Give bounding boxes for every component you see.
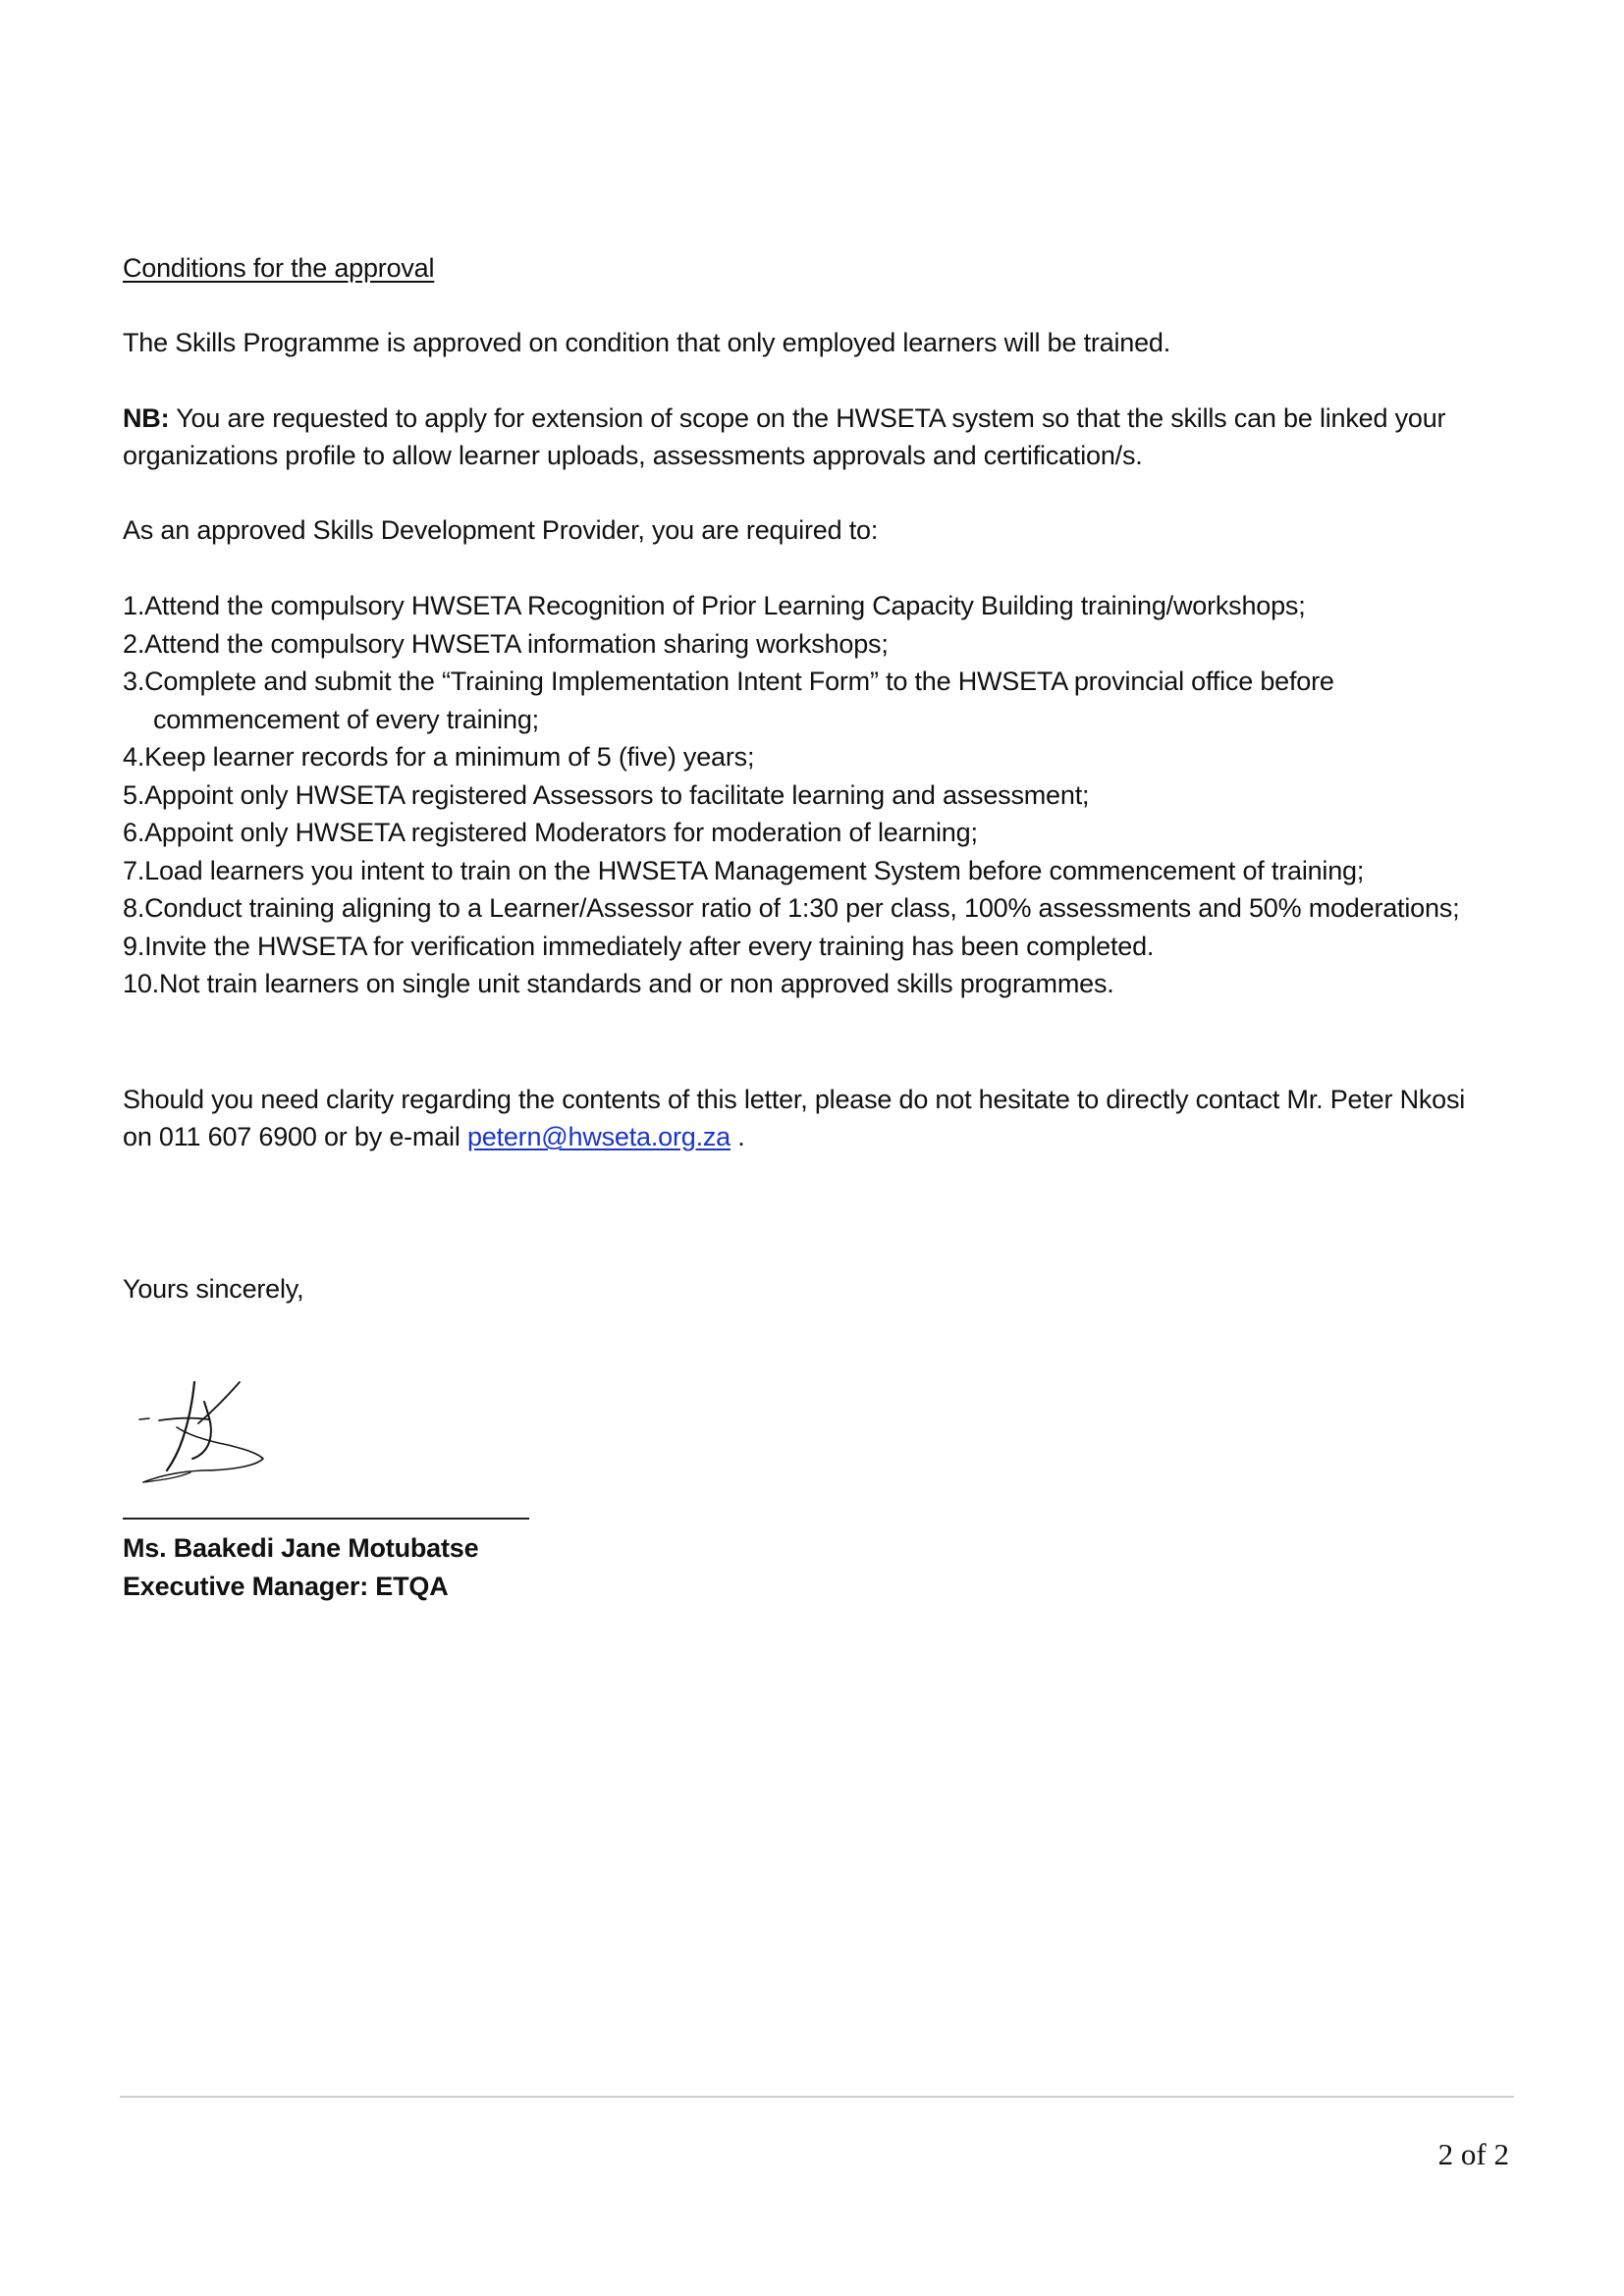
- page-number: 2 of 2: [1437, 2137, 1509, 2171]
- footer-divider: [120, 2096, 1514, 2098]
- contact-line-1: Should you need clarity regarding the contents of this letter, please do not hesitate to directly contact Mr. Peter Nkosi: [123, 1085, 1466, 1114]
- requirement-item-continuation: commencement of every training;: [153, 704, 539, 734]
- signatory-name: Ms. Baakedi Jane Motubatse: [123, 1533, 479, 1563]
- requirement-item: 9.Invite the HWSETA for verification immediately after every training has been completed.: [123, 931, 1155, 961]
- contact-paragraph: [123, 1081, 1465, 1155]
- nb-text-line-1: You are requested to apply for extension of scope on the HWSETA system so that the skills can be linked your: [169, 403, 1446, 433]
- requirement-item: 10.Not train learners on single unit standards and or non approved skills programmes.: [123, 969, 1114, 998]
- contact-line-2: on 011 607 6900 or by e-mail petern@hwseta.org.za .: [123, 1122, 745, 1151]
- nb-line-1: [123, 400, 1517, 437]
- requirement-item: 4.Keep learner records for a minimum of 5 (five) years;: [123, 742, 755, 772]
- requirement-item: 2.Attend the compulsory HWSETA information sharing workshops;: [123, 628, 889, 659]
- signatory-title: Executive Manager: ETQA: [123, 1572, 449, 1601]
- nb-label: NB:: [123, 403, 170, 433]
- nb-text-line-2: organizations profile to allow learner uploads, assessments approvals and certification/s.: [123, 441, 1143, 470]
- requirement-item: 5.Appoint only HWSETA registered Assessors to facilitate learning and assessment;: [123, 779, 1090, 810]
- requirement-item: 6.Appoint only HWSETA registered Moderators for moderation of learning;: [123, 818, 978, 847]
- approval-condition-text: The Skills Programme is approved on condition that only employed learners will be trained.: [123, 328, 1171, 357]
- signature-line: [123, 1518, 529, 1520]
- requirement-item: 7.Load learners you intent to train on the HWSETA Management System before commencement of training;: [123, 855, 1365, 885]
- contact-email-link[interactable]: petern@hwseta.org.za: [466, 1122, 731, 1151]
- conditions-heading: Conditions for the approval: [123, 253, 435, 283]
- nb-paragraph: [123, 400, 1517, 474]
- requirement-item: 1.Attend the compulsory HWSETA Recognition of Prior Learning Capacity Building training/workshops;: [123, 591, 1306, 620]
- requirements-list: [123, 587, 1537, 1003]
- signature-image: [120, 1372, 277, 1490]
- closing-salutation: Yours sincerely,: [123, 1274, 304, 1304]
- requirement-item: 3.Complete and submit the “Training Implementation Intent Form” to the HWSETA provincial office before: [123, 667, 1334, 696]
- requirements-intro: As an approved Skills Development Provider, you are required to:: [123, 515, 879, 545]
- requirement-item: 8.Conduct training aligning to a Learner/Assessor ratio of 1:30 per class, 100% assessments and 50% moderations;: [123, 893, 1460, 923]
